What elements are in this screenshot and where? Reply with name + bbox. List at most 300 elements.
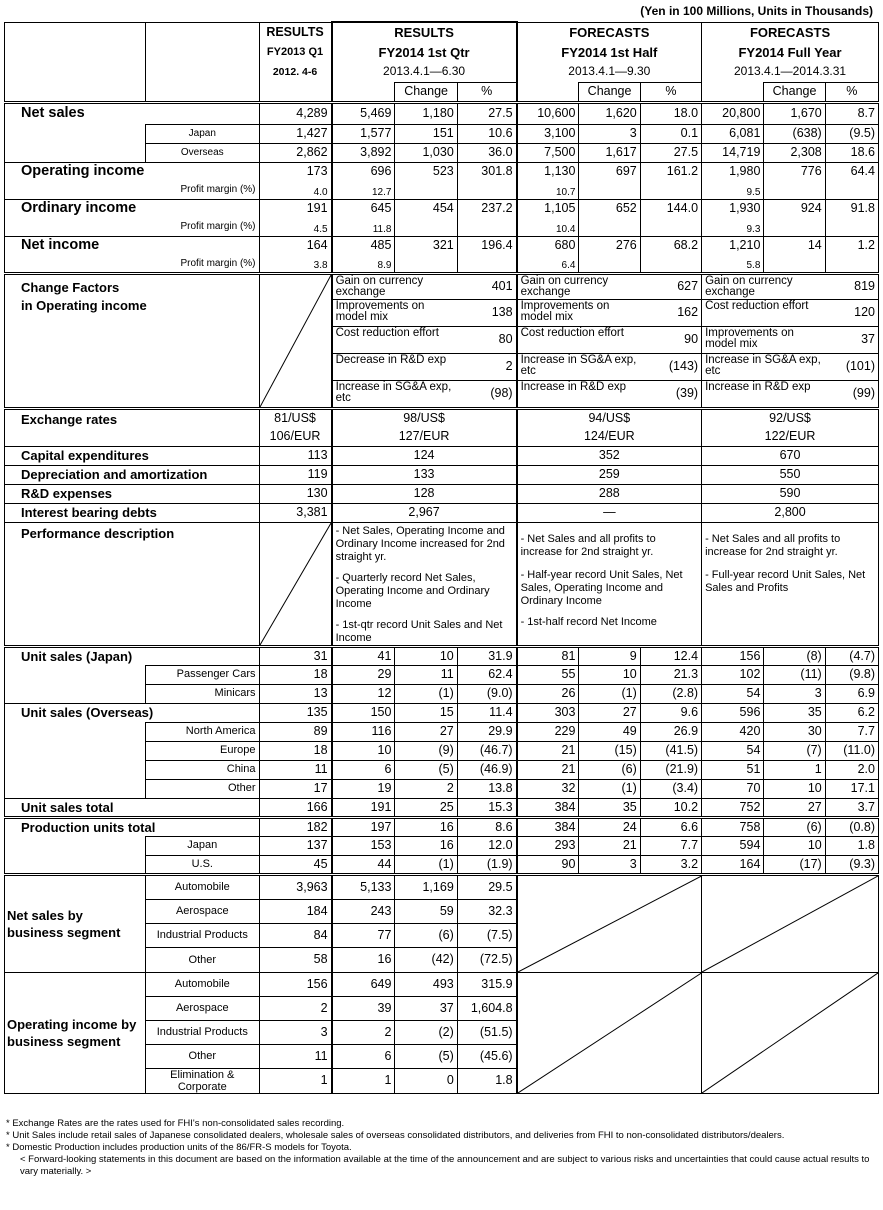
value-cell: 1 bbox=[259, 1068, 332, 1093]
diagonal-line bbox=[260, 275, 331, 407]
value-cell: 550 bbox=[702, 465, 879, 484]
row-label: Performance description bbox=[5, 522, 260, 646]
value-cell: 1,169 bbox=[395, 874, 457, 899]
value-cell: 166 bbox=[259, 798, 332, 817]
value-cell: 137 bbox=[259, 836, 332, 855]
factor-value: (39) bbox=[640, 380, 701, 408]
value-cell: 6,081 bbox=[702, 124, 764, 143]
diagonal-line bbox=[260, 523, 331, 645]
value-cell: 3,963 bbox=[259, 874, 332, 899]
header-col1-l2: FY2013 Q1 bbox=[259, 42, 332, 62]
value-cell: 24 bbox=[579, 817, 640, 836]
margin-cell bbox=[579, 218, 640, 236]
row-label: Overseas bbox=[146, 143, 259, 162]
margin-cell: 12.7 bbox=[332, 181, 395, 199]
value-cell: 1.8 bbox=[825, 836, 878, 855]
value-cell: (5) bbox=[395, 1044, 457, 1068]
value-cell: 184 bbox=[259, 899, 332, 923]
margin-cell: 8.9 bbox=[332, 255, 395, 273]
value-cell: 454 bbox=[395, 199, 457, 218]
value-cell: 11 bbox=[259, 760, 332, 779]
row-label: Automobile bbox=[146, 874, 259, 899]
value-cell: 18.6 bbox=[825, 143, 878, 162]
margin-cell bbox=[825, 181, 878, 199]
value-cell: 10,600 bbox=[517, 102, 579, 124]
row-label: Passenger Cars bbox=[146, 665, 259, 684]
performance-text bbox=[332, 522, 517, 646]
header-change: Change bbox=[395, 82, 457, 102]
value-cell: 98/US$ bbox=[332, 408, 517, 427]
value-cell: 697 bbox=[579, 162, 640, 181]
value-cell: 21 bbox=[517, 741, 579, 760]
factors-label-line: in Operating income bbox=[21, 297, 147, 313]
forward-looking-statement: < Forward-looking statements in this document are based on the information available at the time of the announcement and are subject to various risks and uncertainties that could cause actual results to vary materially. > bbox=[20, 1154, 870, 1177]
value-cell: 150 bbox=[332, 703, 395, 722]
value-cell: 2.0 bbox=[825, 760, 878, 779]
value-cell: 0.1 bbox=[640, 124, 701, 143]
value-cell: (21.9) bbox=[640, 760, 701, 779]
data-row bbox=[5, 102, 879, 124]
margin-cell bbox=[640, 255, 701, 273]
factor-value: 80 bbox=[457, 326, 516, 353]
value-cell: 6.6 bbox=[640, 817, 701, 836]
data-row bbox=[5, 162, 879, 181]
row-label: Unit sales (Japan) bbox=[5, 646, 260, 665]
value-cell: 493 bbox=[395, 972, 457, 996]
value-cell: (1) bbox=[395, 684, 457, 703]
diagonal-line bbox=[702, 973, 878, 1093]
value-cell: 5,133 bbox=[332, 874, 395, 899]
value-cell: (1) bbox=[395, 855, 457, 874]
unit-row bbox=[5, 646, 879, 665]
margin-cell bbox=[640, 218, 701, 236]
value-cell: 1.2 bbox=[825, 236, 878, 255]
factor-value: 90 bbox=[640, 326, 701, 353]
value-cell: (7) bbox=[764, 741, 825, 760]
value-cell: 1,670 bbox=[764, 102, 825, 124]
margin-cell: 3.8 bbox=[259, 255, 332, 273]
value-cell: 523 bbox=[395, 162, 457, 181]
row-label: China bbox=[146, 760, 259, 779]
value-cell: 420 bbox=[702, 722, 764, 741]
label-blank bbox=[5, 722, 146, 741]
value-cell: 590 bbox=[702, 484, 879, 503]
header-change: Change bbox=[579, 82, 640, 102]
value-cell: 485 bbox=[332, 236, 395, 255]
performance-line: - 1st-half record Net Income bbox=[520, 615, 657, 628]
segment-row bbox=[5, 972, 879, 996]
value-cell: (0.8) bbox=[825, 817, 878, 836]
footnote: * Unit Sales include retail sales of Japanese consolidated dealers, wholesale sales of overseas consolidated distributors, and deliveries from FHI to non-consolidated distributors/dealers. bbox=[6, 1130, 785, 1141]
data-row bbox=[5, 124, 879, 143]
value-cell: 54 bbox=[702, 741, 764, 760]
factor-value: 401 bbox=[457, 273, 516, 299]
value-cell: 29 bbox=[332, 665, 395, 684]
exchange-row bbox=[5, 408, 879, 427]
margin-cell bbox=[395, 255, 457, 273]
value-cell: 10 bbox=[764, 836, 825, 855]
value-cell: 8.7 bbox=[825, 102, 878, 124]
value-cell: 156 bbox=[259, 972, 332, 996]
value-cell: (15) bbox=[579, 741, 640, 760]
value-cell: 36.0 bbox=[457, 143, 516, 162]
diagonal-cell bbox=[517, 972, 702, 1093]
diagonal-line bbox=[518, 876, 701, 972]
margin-row bbox=[5, 255, 879, 273]
value-cell: 11 bbox=[259, 1044, 332, 1068]
value-cell: 2 bbox=[259, 996, 332, 1020]
value-cell: 696 bbox=[332, 162, 395, 181]
value-cell: 652 bbox=[579, 199, 640, 218]
value-cell: 1,604.8 bbox=[457, 996, 516, 1020]
value-cell: 3.7 bbox=[825, 798, 878, 817]
value-cell: (2.8) bbox=[640, 684, 701, 703]
value-cell: 89 bbox=[259, 722, 332, 741]
value-cell: 7.7 bbox=[640, 836, 701, 855]
header-col3-l1: FORECASTS bbox=[517, 22, 702, 42]
factor-text: Improvements on model mix bbox=[517, 299, 641, 326]
value-cell: 135 bbox=[259, 703, 332, 722]
value-cell: 156 bbox=[702, 646, 764, 665]
value-cell: 41 bbox=[332, 646, 395, 665]
value-cell: 259 bbox=[517, 465, 702, 484]
factor-value: 627 bbox=[640, 273, 701, 299]
value-cell: 6.2 bbox=[825, 703, 878, 722]
value-cell: 237.2 bbox=[457, 199, 516, 218]
value-cell: (46.7) bbox=[457, 741, 516, 760]
value-cell: 27.5 bbox=[640, 143, 701, 162]
margin-cell bbox=[579, 181, 640, 199]
value-cell: 18.0 bbox=[640, 102, 701, 124]
margin-label: Profit margin (%) bbox=[5, 181, 260, 199]
factor-row bbox=[5, 273, 879, 299]
header-blank bbox=[146, 42, 259, 62]
row-label: Other bbox=[146, 947, 259, 972]
value-cell: 1,617 bbox=[579, 143, 640, 162]
factor-value: 819 bbox=[825, 273, 878, 299]
value-cell: 1,577 bbox=[332, 124, 395, 143]
segment-label-line: Net sales by bbox=[7, 907, 83, 923]
segment-label bbox=[5, 972, 146, 1093]
value-cell: (45.6) bbox=[457, 1044, 516, 1068]
row-label: Capital expenditures bbox=[5, 446, 260, 465]
row-label: Net income bbox=[5, 236, 260, 255]
label-blank bbox=[5, 124, 146, 143]
value-cell: 11.4 bbox=[457, 703, 516, 722]
header-blank bbox=[5, 82, 146, 102]
value-cell: 29.5 bbox=[457, 874, 516, 899]
value-cell: 197 bbox=[332, 817, 395, 836]
value-cell: 1 bbox=[764, 760, 825, 779]
value-cell: 384 bbox=[517, 817, 579, 836]
factor-value: 138 bbox=[457, 299, 516, 326]
value-cell: 1,980 bbox=[702, 162, 764, 181]
value-cell: 321 bbox=[395, 236, 457, 255]
row-label: Aerospace bbox=[146, 996, 259, 1020]
data-row bbox=[5, 503, 879, 522]
value-cell: 16 bbox=[395, 817, 457, 836]
value-cell: 1,030 bbox=[395, 143, 457, 162]
diagonal-cell bbox=[259, 522, 332, 646]
value-cell: 27 bbox=[579, 703, 640, 722]
label-blank bbox=[5, 143, 146, 162]
value-cell: 25 bbox=[395, 798, 457, 817]
factor-value: 162 bbox=[640, 299, 701, 326]
value-cell: (11) bbox=[764, 665, 825, 684]
header-row bbox=[5, 82, 879, 102]
header-col4-l3: 2013.4.1—2014.3.31 bbox=[733, 64, 847, 79]
value-cell: 30 bbox=[764, 722, 825, 741]
margin-cell: 10.4 bbox=[517, 218, 579, 236]
row-label: Depreciation and amortization bbox=[5, 465, 260, 484]
header-blank bbox=[146, 62, 259, 82]
value-cell: 1,930 bbox=[702, 199, 764, 218]
factor-text: Cost reduction effort bbox=[702, 299, 826, 326]
value-cell: 32.3 bbox=[457, 899, 516, 923]
data-row bbox=[5, 465, 879, 484]
data-row bbox=[5, 143, 879, 162]
value-cell: 151 bbox=[395, 124, 457, 143]
performance-text bbox=[702, 522, 879, 646]
label-blank bbox=[5, 760, 146, 779]
margin-cell: 9.5 bbox=[702, 181, 764, 199]
value-cell: 20,800 bbox=[702, 102, 764, 124]
header-col3-l3: 2013.4.1—9.30 bbox=[517, 62, 702, 82]
value-cell: 16 bbox=[395, 836, 457, 855]
row-label: Automobile bbox=[146, 972, 259, 996]
segment-label-line: business segment bbox=[7, 924, 121, 940]
performance-line: - Full-year record Unit Sales, Net Sales and Profits bbox=[705, 568, 866, 594]
factor-text: Cost reduction effort bbox=[517, 326, 641, 353]
value-cell: 13.8 bbox=[457, 779, 516, 798]
value-cell: 10.2 bbox=[640, 798, 701, 817]
performance-line: - Net Sales and all profits to increase for 2nd straight yr. bbox=[520, 532, 656, 558]
value-cell: 191 bbox=[332, 798, 395, 817]
value-cell: (638) bbox=[764, 124, 825, 143]
segment-label-line: Operating income by bbox=[7, 1016, 137, 1032]
row-label: Japan bbox=[146, 836, 259, 855]
header-col4-l2: FY2014 Full Year bbox=[738, 44, 842, 60]
value-cell: 1,210 bbox=[702, 236, 764, 255]
value-cell: 130 bbox=[259, 484, 332, 503]
value-cell: (9.5) bbox=[825, 124, 878, 143]
value-cell: 384 bbox=[517, 798, 579, 817]
value-cell: 173 bbox=[259, 162, 332, 181]
header-pct: % bbox=[825, 82, 878, 102]
value-cell: 27.5 bbox=[457, 102, 516, 124]
segment-row bbox=[5, 874, 879, 899]
value-cell: 37 bbox=[395, 996, 457, 1020]
value-cell: (6) bbox=[579, 760, 640, 779]
value-cell: 5,469 bbox=[332, 102, 395, 124]
margin-cell bbox=[579, 255, 640, 273]
value-cell: 758 bbox=[702, 817, 764, 836]
row-label: Other bbox=[146, 1044, 259, 1068]
value-cell: 16 bbox=[332, 947, 395, 972]
value-cell: 26 bbox=[517, 684, 579, 703]
value-cell: 153 bbox=[332, 836, 395, 855]
margin-cell bbox=[457, 181, 516, 199]
value-cell: 3 bbox=[579, 855, 640, 874]
margin-cell: 9.3 bbox=[702, 218, 764, 236]
row-label: Industrial Products bbox=[146, 1020, 259, 1044]
row-label: Elimination & Corporate bbox=[146, 1068, 259, 1093]
value-cell: 191 bbox=[259, 199, 332, 218]
data-row bbox=[5, 236, 879, 255]
header-col4-l1: FORECASTS bbox=[702, 22, 879, 42]
data-row bbox=[5, 446, 879, 465]
value-cell: 10 bbox=[395, 646, 457, 665]
factor-value: 37 bbox=[825, 326, 878, 353]
row-label: Europe bbox=[146, 741, 259, 760]
row-label: Production units total bbox=[5, 817, 260, 836]
value-cell: 276 bbox=[579, 236, 640, 255]
value-cell: 645 bbox=[332, 199, 395, 218]
margin-cell bbox=[457, 218, 516, 236]
header-col2-l2: FY2014 1st Qtr bbox=[332, 42, 517, 62]
value-cell: 243 bbox=[332, 899, 395, 923]
value-cell: 1 bbox=[332, 1068, 395, 1093]
margin-row bbox=[5, 181, 879, 199]
value-cell: 10 bbox=[332, 741, 395, 760]
row-label: Exchange rates bbox=[5, 408, 260, 446]
value-cell: 35 bbox=[764, 703, 825, 722]
factor-value: (98) bbox=[457, 380, 516, 408]
value-cell: 164 bbox=[259, 236, 332, 255]
value-cell: 924 bbox=[764, 199, 825, 218]
value-cell: 3 bbox=[764, 684, 825, 703]
value-cell: 21 bbox=[579, 836, 640, 855]
row-label: Unit sales (Overseas) bbox=[5, 703, 260, 722]
row-label: North America bbox=[146, 722, 259, 741]
value-cell: 11 bbox=[395, 665, 457, 684]
value-cell: 119 bbox=[259, 465, 332, 484]
row-label: R&D expenses bbox=[5, 484, 260, 503]
value-cell: (72.5) bbox=[457, 947, 516, 972]
label-blank bbox=[5, 836, 146, 855]
margin-cell: 6.4 bbox=[517, 255, 579, 273]
value-cell: (46.9) bbox=[457, 760, 516, 779]
header-row bbox=[5, 22, 879, 42]
diagonal-cell bbox=[259, 273, 332, 408]
value-cell: 12 bbox=[332, 684, 395, 703]
value-cell: 4,289 bbox=[259, 102, 332, 124]
value-cell: 58 bbox=[259, 947, 332, 972]
value-cell: 3.2 bbox=[640, 855, 701, 874]
performance-row bbox=[5, 522, 879, 646]
header-col2-l1: RESULTS bbox=[332, 22, 517, 42]
value-cell: 3,100 bbox=[517, 124, 579, 143]
header-pct: % bbox=[640, 82, 701, 102]
value-cell: 293 bbox=[517, 836, 579, 855]
header-col1-l3: 2012. 4-6 bbox=[259, 62, 332, 82]
margin-cell bbox=[825, 218, 878, 236]
value-cell: (1) bbox=[579, 684, 640, 703]
header-blank bbox=[259, 82, 332, 102]
value-cell: 3 bbox=[259, 1020, 332, 1044]
value-cell: 1,105 bbox=[517, 199, 579, 218]
value-cell: 84 bbox=[259, 923, 332, 947]
value-cell: 301.8 bbox=[457, 162, 516, 181]
row-label: Aerospace bbox=[146, 899, 259, 923]
diagonal-cell bbox=[702, 972, 879, 1093]
segment-label-line: business segment bbox=[7, 1033, 121, 1049]
header-blank bbox=[332, 82, 395, 102]
header-blank bbox=[702, 82, 764, 102]
value-cell: 26.9 bbox=[640, 722, 701, 741]
value-cell: 9 bbox=[579, 646, 640, 665]
value-cell: 45 bbox=[259, 855, 332, 874]
value-cell: 1,427 bbox=[259, 124, 332, 143]
diagonal-line bbox=[702, 876, 878, 972]
value-cell: 2 bbox=[332, 1020, 395, 1044]
value-cell: 1,130 bbox=[517, 162, 579, 181]
value-cell: 19 bbox=[332, 779, 395, 798]
value-cell: 133 bbox=[332, 465, 517, 484]
value-cell: 649 bbox=[332, 972, 395, 996]
value-cell: 21.3 bbox=[640, 665, 701, 684]
margin-cell bbox=[764, 255, 825, 273]
value-cell: (11.0) bbox=[825, 741, 878, 760]
value-cell: 113 bbox=[259, 446, 332, 465]
value-cell: 49 bbox=[579, 722, 640, 741]
value-cell: 31.9 bbox=[457, 646, 516, 665]
unit-note: (Yen in 100 Millions, Units in Thousands) bbox=[640, 4, 873, 18]
value-cell: 182 bbox=[259, 817, 332, 836]
value-cell: (8) bbox=[764, 646, 825, 665]
value-cell: 2,308 bbox=[764, 143, 825, 162]
value-cell: (41.5) bbox=[640, 741, 701, 760]
value-cell: 27 bbox=[395, 722, 457, 741]
header-blank bbox=[517, 82, 579, 102]
performance-line: - 1st-qtr record Unit Sales and Net Income bbox=[335, 618, 503, 644]
value-cell: 144.0 bbox=[640, 199, 701, 218]
value-cell: 81/US$ bbox=[259, 408, 332, 427]
margin-cell bbox=[764, 218, 825, 236]
value-cell: (7.5) bbox=[457, 923, 516, 947]
value-cell: 64.4 bbox=[825, 162, 878, 181]
unit-row bbox=[5, 760, 879, 779]
label-blank bbox=[5, 665, 146, 684]
value-cell: 91.8 bbox=[825, 199, 878, 218]
footnotes bbox=[6, 1118, 876, 1178]
data-row bbox=[5, 199, 879, 218]
value-cell: 6 bbox=[332, 1044, 395, 1068]
value-cell: 596 bbox=[702, 703, 764, 722]
production-row bbox=[5, 836, 879, 855]
value-cell: 2,862 bbox=[259, 143, 332, 162]
factor-text: Cost reduction effort bbox=[332, 326, 458, 353]
value-cell: 106/EUR bbox=[259, 427, 332, 446]
row-label: Net sales bbox=[5, 102, 260, 124]
unit-row bbox=[5, 741, 879, 760]
value-cell: 44 bbox=[332, 855, 395, 874]
value-cell: 315.9 bbox=[457, 972, 516, 996]
label-blank bbox=[5, 855, 146, 874]
row-label: Minicars bbox=[146, 684, 259, 703]
factor-value: 2 bbox=[457, 353, 516, 380]
value-cell: 594 bbox=[702, 836, 764, 855]
header-blank bbox=[146, 22, 259, 42]
margin-cell: 5.8 bbox=[702, 255, 764, 273]
value-cell: 2,967 bbox=[332, 503, 517, 522]
value-cell: 288 bbox=[517, 484, 702, 503]
row-label: Interest bearing debts bbox=[5, 503, 260, 522]
value-cell: 10.6 bbox=[457, 124, 516, 143]
factor-text: Increase in SG&A exp, etc bbox=[517, 353, 641, 380]
margin-cell bbox=[395, 218, 457, 236]
value-cell: 6.9 bbox=[825, 684, 878, 703]
